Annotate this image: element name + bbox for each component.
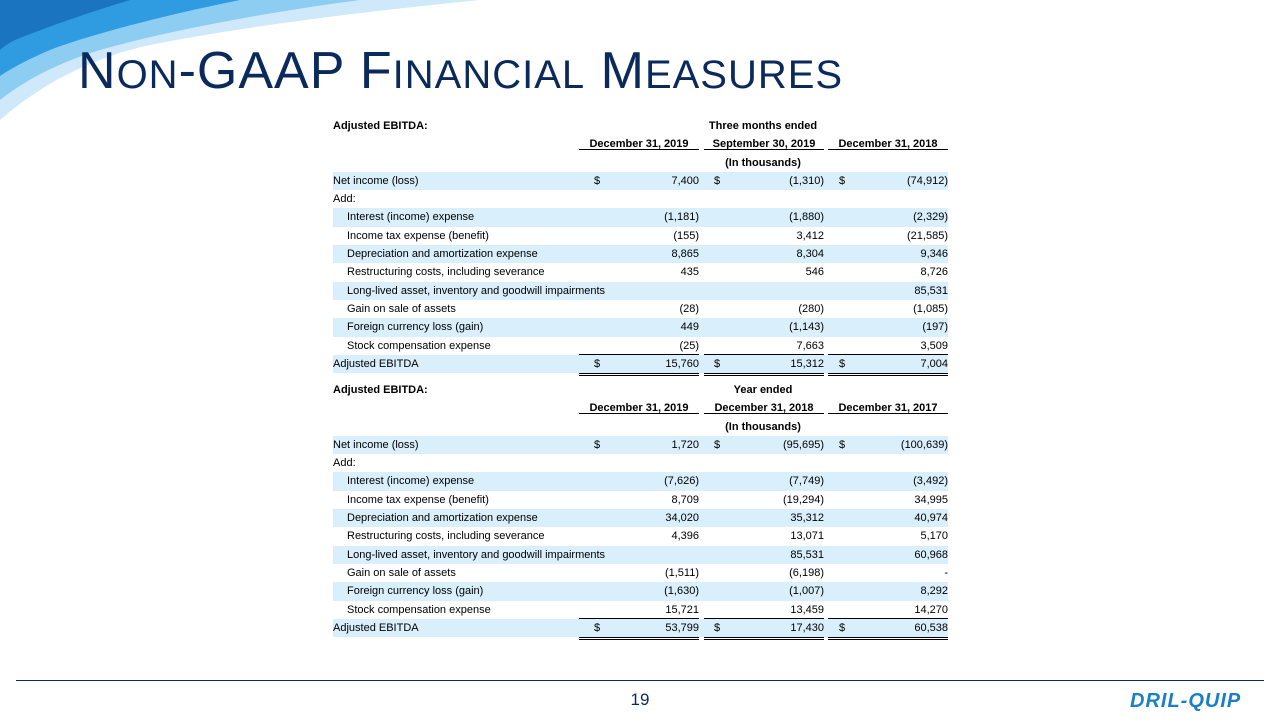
cell-value: 7,004 bbox=[920, 357, 948, 370]
cell-value: 9,346 bbox=[920, 248, 948, 261]
table-row bbox=[333, 491, 948, 509]
total-rule bbox=[828, 373, 948, 376]
total-rule bbox=[704, 637, 824, 640]
section-label: Adjusted EBITDA: bbox=[333, 384, 428, 396]
cell-value: (95,695) bbox=[783, 438, 824, 451]
units-label: (In thousands) bbox=[725, 420, 801, 433]
cell-value: (1,085) bbox=[913, 302, 948, 315]
total-rule bbox=[579, 637, 699, 640]
table-row bbox=[333, 527, 948, 545]
table-row bbox=[333, 227, 948, 245]
cell-value: 7,400 bbox=[671, 174, 699, 187]
row-label: Income tax expense (benefit) bbox=[347, 493, 489, 506]
cell-value: 15,312 bbox=[790, 357, 824, 370]
cell-value: 7,663 bbox=[796, 339, 824, 352]
currency-symbol: $ bbox=[594, 621, 601, 634]
period-header: Year ended bbox=[733, 384, 793, 396]
row-label: Depreciation and amortization expense bbox=[347, 512, 538, 525]
cell-value: 4,396 bbox=[671, 530, 699, 543]
currency-symbol: $ bbox=[714, 438, 721, 451]
table-row bbox=[333, 300, 948, 318]
table-row bbox=[333, 601, 948, 619]
row-label: Stock compensation expense bbox=[347, 603, 491, 616]
cell-value: 546 bbox=[805, 266, 824, 279]
cell-value: 8,304 bbox=[796, 248, 824, 261]
row-label: Stock compensation expense bbox=[347, 339, 491, 352]
row-label: Income tax expense (benefit) bbox=[347, 229, 489, 242]
cell-value: 8,726 bbox=[920, 266, 948, 279]
cell-value: 15,721 bbox=[665, 603, 699, 616]
section-label: Adjusted EBITDA: bbox=[333, 120, 428, 132]
cell-value: (2,329) bbox=[913, 211, 948, 224]
row-label: Interest (income) expense bbox=[347, 211, 475, 224]
table-row bbox=[333, 436, 948, 454]
row-label: Restructuring costs, including severance bbox=[347, 530, 545, 543]
cell-value: (100,639) bbox=[900, 438, 948, 451]
cell-value: (3,492) bbox=[913, 475, 948, 488]
column-header: September 30, 2019 bbox=[704, 135, 824, 150]
table-row bbox=[333, 509, 948, 527]
column-header: December 31, 2018 bbox=[828, 135, 948, 150]
cell-value: 3,412 bbox=[796, 229, 824, 242]
currency-symbol: $ bbox=[594, 174, 601, 187]
cell-value: (21,585) bbox=[907, 229, 948, 242]
cell-value: 8,865 bbox=[671, 248, 699, 261]
cell-value: (1,880) bbox=[789, 211, 824, 224]
column-header: December 31, 2017 bbox=[828, 399, 948, 414]
row-label: Add: bbox=[333, 457, 356, 470]
total-rule bbox=[579, 373, 699, 376]
table-header-row bbox=[333, 117, 948, 135]
cell-value: 8,709 bbox=[671, 493, 699, 506]
cell-value: 60,538 bbox=[914, 621, 948, 634]
row-label: Gain on sale of assets bbox=[347, 302, 456, 315]
page-title: NON-GAAP FINANCIAL MEASURES bbox=[78, 42, 844, 100]
currency-symbol: $ bbox=[594, 357, 601, 370]
cell-value: 13,071 bbox=[790, 530, 824, 543]
currency-symbol: $ bbox=[714, 621, 721, 634]
column-header-row bbox=[333, 399, 948, 417]
cell-value: 3,509 bbox=[920, 339, 948, 352]
units-row bbox=[333, 418, 948, 436]
cell-value: 17,430 bbox=[790, 621, 824, 634]
total-rule bbox=[704, 373, 824, 376]
cell-value: (6,198) bbox=[789, 566, 824, 579]
cell-value: (280) bbox=[798, 302, 824, 315]
table-row bbox=[333, 454, 948, 472]
cell-value: 35,312 bbox=[790, 512, 824, 525]
cell-value: 53,799 bbox=[665, 621, 699, 634]
company-logo bbox=[1130, 690, 1250, 712]
row-label: Restructuring costs, including severance bbox=[347, 266, 545, 279]
table-row bbox=[333, 582, 948, 600]
units-row bbox=[333, 154, 948, 172]
total-row bbox=[333, 619, 948, 637]
table-header-row bbox=[333, 381, 948, 399]
column-header: December 31, 2018 bbox=[704, 399, 824, 414]
currency-symbol: $ bbox=[839, 174, 846, 187]
cell-value: 14,270 bbox=[914, 603, 948, 616]
cell-value: (7,749) bbox=[789, 475, 824, 488]
cell-value: (1,181) bbox=[664, 211, 699, 224]
ebitda-quarterly-table bbox=[333, 117, 948, 373]
cell-value: 8,292 bbox=[920, 585, 948, 598]
table-row bbox=[333, 282, 948, 300]
cell-value: 449 bbox=[680, 321, 699, 334]
currency-symbol: $ bbox=[714, 357, 721, 370]
row-label: Foreign currency loss (gain) bbox=[347, 585, 484, 598]
cell-value bbox=[704, 282, 824, 300]
row-label: Net income (loss) bbox=[333, 438, 419, 451]
row-label: Interest (income) expense bbox=[347, 475, 475, 488]
row-label: Long-lived asset, inventory and goodwill impairments bbox=[347, 548, 606, 561]
cell-value bbox=[579, 282, 699, 300]
table-row bbox=[333, 208, 948, 226]
cell-value: 85,531 bbox=[790, 548, 824, 561]
table-row bbox=[333, 172, 948, 190]
table-row bbox=[333, 337, 948, 355]
cell-value: (7,626) bbox=[664, 475, 699, 488]
column-header: December 31, 2019 bbox=[579, 135, 699, 150]
page-number: 19 bbox=[630, 690, 650, 709]
cell-value: (1,630) bbox=[664, 585, 699, 598]
total-rule bbox=[828, 637, 948, 640]
cell-value: (74,912) bbox=[907, 174, 948, 187]
cell-value: 34,995 bbox=[914, 493, 948, 506]
row-label: Gain on sale of assets bbox=[347, 566, 456, 579]
currency-symbol: $ bbox=[839, 621, 846, 634]
table-row bbox=[333, 318, 948, 336]
row-label: Foreign currency loss (gain) bbox=[347, 321, 484, 334]
table-row bbox=[333, 472, 948, 490]
currency-symbol: $ bbox=[839, 438, 846, 451]
currency-symbol: $ bbox=[839, 357, 846, 370]
row-label: Adjusted EBITDA bbox=[333, 357, 419, 370]
row-label: Depreciation and amortization expense bbox=[347, 248, 538, 261]
cell-value: (1,007) bbox=[789, 585, 824, 598]
cell-value: (28) bbox=[679, 302, 699, 315]
row-label: Add: bbox=[333, 193, 356, 206]
cell-value: 13,459 bbox=[790, 603, 824, 616]
cell-value: 1,720 bbox=[671, 438, 699, 451]
column-header-row bbox=[333, 135, 948, 153]
cell-value: (155) bbox=[673, 229, 699, 242]
cell-value: (1,511) bbox=[664, 566, 699, 579]
table-row bbox=[333, 564, 948, 582]
cell-value: (1,310) bbox=[789, 174, 824, 187]
row-label: Adjusted EBITDA bbox=[333, 621, 419, 634]
column-header: December 31, 2019 bbox=[579, 399, 699, 414]
row-label: Long-lived asset, inventory and goodwill impairments bbox=[347, 284, 606, 297]
cell-value: (1,143) bbox=[789, 321, 824, 334]
cell-value: (25) bbox=[679, 339, 699, 352]
cell-value: 5,170 bbox=[920, 530, 948, 543]
footer-divider bbox=[16, 680, 1264, 681]
period-header: Three months ended bbox=[708, 120, 818, 132]
cell-value: - bbox=[944, 566, 948, 579]
table-row bbox=[333, 546, 948, 564]
total-row bbox=[333, 355, 948, 373]
logo-wordmark: DRIL-QUIP bbox=[1130, 690, 1242, 712]
row-label: Net income (loss) bbox=[333, 174, 419, 187]
cell-value: 85,531 bbox=[914, 284, 948, 297]
units-label: (In thousands) bbox=[725, 156, 801, 169]
cell-value bbox=[579, 546, 699, 564]
cell-value: 15,760 bbox=[665, 357, 699, 370]
ebitda-annual-table bbox=[333, 381, 948, 637]
table-row bbox=[333, 190, 948, 208]
currency-symbol: $ bbox=[714, 174, 721, 187]
table-row bbox=[333, 245, 948, 263]
cell-value: 40,974 bbox=[914, 512, 948, 525]
cell-value: (197) bbox=[922, 321, 948, 334]
currency-symbol: $ bbox=[594, 438, 601, 451]
table-row bbox=[333, 263, 948, 281]
cell-value: 34,020 bbox=[665, 512, 699, 525]
cell-value: (19,294) bbox=[783, 493, 824, 506]
cell-value: 435 bbox=[680, 266, 699, 279]
cell-value: 60,968 bbox=[914, 548, 948, 561]
